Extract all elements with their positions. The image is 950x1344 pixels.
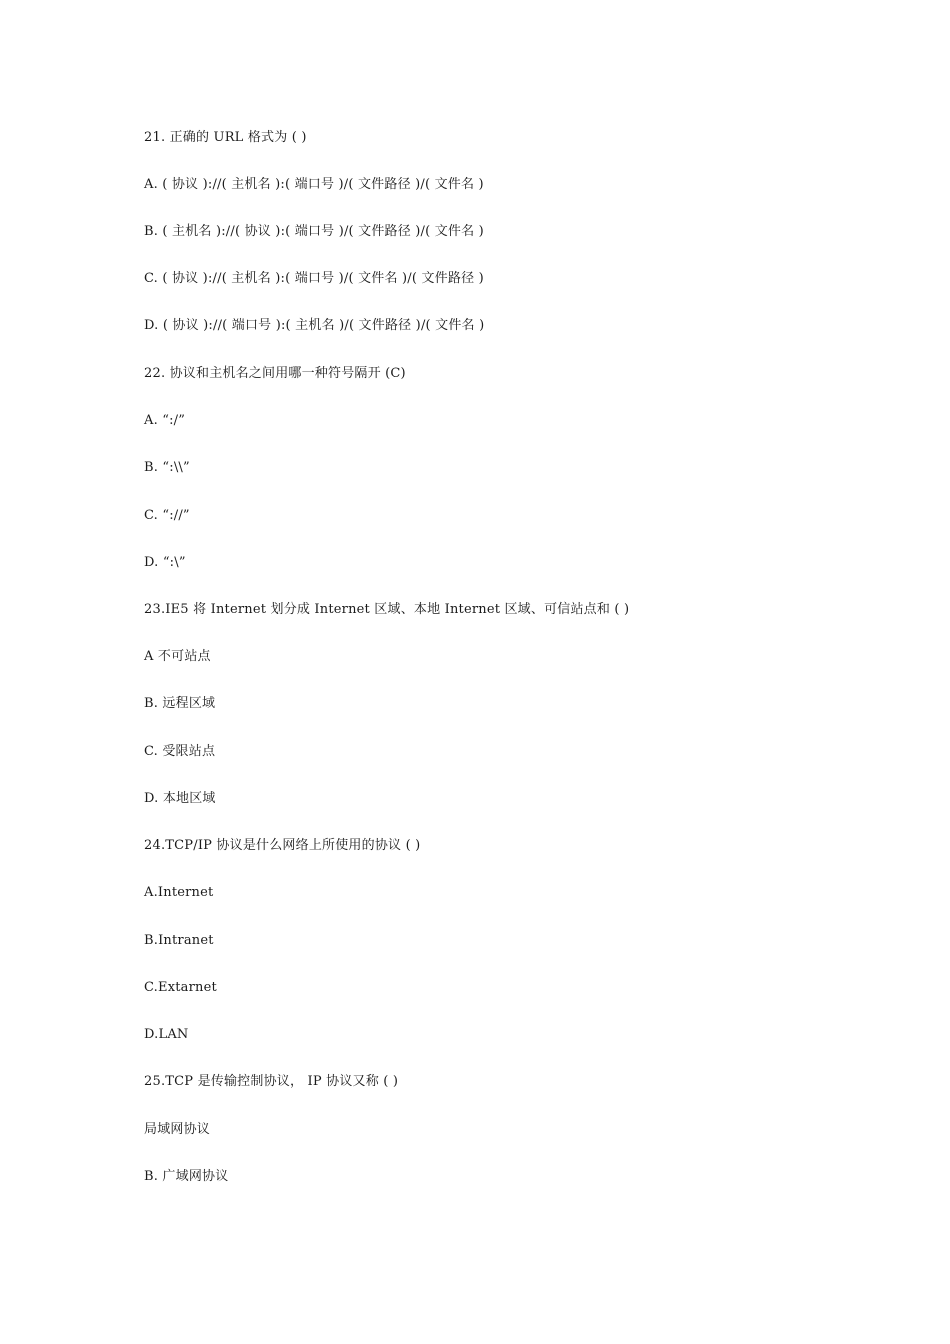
question-23-stem: 23.IE5 将 Internet 划分成 Internet 区域、本地 Internet 区域、可信站点和 ( ) xyxy=(144,602,630,617)
question-21-stem: 21. 正确的 URL 格式为 ( ) xyxy=(144,130,307,145)
question-23-option-a: A 不可站点 xyxy=(144,649,211,664)
question-23-option-b: B. 远程区域 xyxy=(144,696,216,711)
question-22-option-c: C. “://” xyxy=(144,508,190,523)
question-22-option-d: D. “:\” xyxy=(144,555,186,570)
question-24-option-d: D.LAN xyxy=(144,1027,189,1042)
question-21-option-d: D. ( 协议 )://( 端口号 ):( 主机名 )/( 文件路径 )/( 文件名 ) xyxy=(144,318,485,333)
question-25-stem: 25.TCP 是传输控制协议， IP 协议又称 ( ) xyxy=(144,1074,399,1089)
question-23-option-c: C. 受限站点 xyxy=(144,744,216,759)
question-24-stem: 24.TCP/IP 协议是什么网络上所使用的协议 ( ) xyxy=(144,838,421,853)
question-25-option-a: 局域网协议 xyxy=(144,1122,211,1137)
question-21-option-c: C. ( 协议 )://( 主机名 ):( 端口号 )/( 文件名 )/( 文件路径 ) xyxy=(144,271,484,286)
question-24-option-a: A.Internet xyxy=(144,885,214,900)
question-24-option-c: C.Extarnet xyxy=(144,980,217,995)
question-22-option-a: A. “:/” xyxy=(144,413,186,428)
question-22-stem: 22. 协议和主机名之间用哪一种符号隔开 (C) xyxy=(144,366,406,381)
question-24-option-b: B.Intranet xyxy=(144,933,214,948)
question-23-option-d: D. 本地区域 xyxy=(144,791,216,806)
question-22-option-b: B. “:\\” xyxy=(144,460,190,475)
question-21-option-b: B. ( 主机名 )://( 协议 ):( 端口号 )/( 文件路径 )/( 文件名 ) xyxy=(144,224,484,239)
question-21-option-a: A. ( 协议 )://( 主机名 ):( 端口号 )/( 文件路径 )/( 文件名 ) xyxy=(144,177,484,192)
question-25-option-b: B. 广域网协议 xyxy=(144,1169,229,1184)
